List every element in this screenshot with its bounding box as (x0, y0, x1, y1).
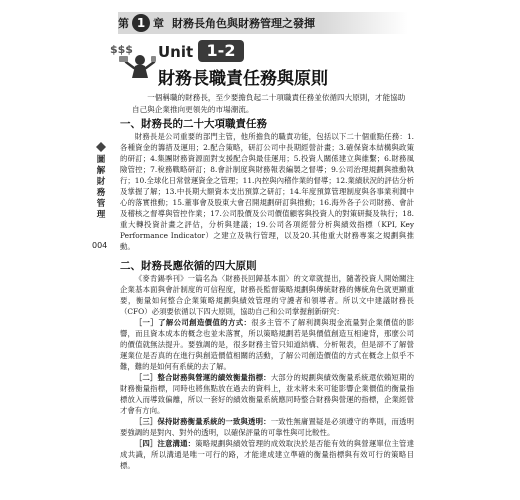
principle-title: ［二］整合財務與營運的績效衡量指標： (134, 373, 271, 382)
section-body: 財務長是公司重要的部門主管，他所擔負的職責功能，包括以下二十個重點任務：1.各種資金的籌措及運用；2.配合策略，研訂公司中長期經營計畫；3.確保資本結構與政策的研訂；4.集團財務資源面對支援配合與最佳運用；5.投資人關係建立與維繫；6.財務風險管控；7.稅務戰略研訂；8.會計制度與財務報表編製之督導；9.公司治理規劃與推動執行；10.全球化日常營運資金之管理；11.內控與內稽作業的督導；12.業績狀況的評估分析及掌握了解；13.中長期大額資本支出預算之研訂；14.年度預算管理制度與各事業利潤中心的落實推動；15.董事會及股東大會召開規劃研訂與推動；16.海外各子公司財務、會計及稽核之督導與管控作業；17.公司股價及公司價值顧客與投資人的對策研擬及執行；18.重大轉投資計畫之評估，分析與建議；19.公司各項經營分析與績效指標（KPI, Key Performance Indicator）之建立及執行管理，以及20.其他重大財務專案之規劃與推動。 (120, 132, 414, 251)
unit-number-badge: 1-2 (198, 40, 244, 62)
chapter-prefix: 第 (118, 17, 129, 30)
principle-item (120, 317, 414, 372)
chapter-title: 財務長角色與財務管理之發揮 (172, 17, 315, 30)
side-tab-char: 財 (96, 177, 106, 187)
section-heading: 一、財務長的二十大項職責任務 (120, 118, 267, 130)
principle-title: ［三］保持財務衡量系統的一致與透明： (134, 417, 271, 426)
section-heading: 二、財務長應依循的四大原則 (120, 260, 257, 272)
principle-text: 大部分的規劃與績效衡量系統還依賴短期的財務衡量指標，同時也將焦點放在過去的資料上，並未將未來可能影響企業價值的衡量指標放入而導致偏離，所以一套好的績效衡量系統應同時整合財務與營運的指標，企業經營才會有方向。 (120, 373, 414, 415)
principle-title: ［一］了解公司創造價值的方式： (134, 318, 252, 327)
money-person-icon (110, 42, 156, 80)
diamond-marker-icon (96, 142, 106, 152)
principle-title: ［四］注意溝通： (134, 439, 196, 448)
svg-text:$$$: $$$ (110, 43, 133, 56)
principle-text: 一致性無庸置疑是必須遵守的準則，而透明要強調的是對內、對外的透明，以確保評量的可靠性與可比較性。 (120, 417, 414, 437)
side-tab-char: 管 (96, 199, 106, 209)
principle-item (120, 438, 414, 471)
side-tab-char: 圖 (96, 155, 106, 165)
principle-item (120, 416, 414, 438)
principle-item (120, 372, 414, 416)
side-tab (94, 142, 108, 221)
intro-paragraph: 一個稱職的財務長，至少要擔負起二十項職責任務並依循四大原則，才能協助自己與企業推向更領先的市場潮流。 (132, 93, 406, 114)
chapter-suffix: 章 (153, 17, 164, 30)
page-number: 004 (92, 241, 108, 250)
side-tab-char: 解 (96, 166, 106, 176)
side-tab-char: 務 (96, 188, 106, 198)
chapter-number: 1 (132, 14, 150, 32)
principle-text: 很多主管不了解利潤與現金流量對企業價值的影響，而且資本成本的概念也並未落實，所以策略規劃若是與價值創造互相違背，那麼公司的價值就無法提升。要強調的是，很多財務主管只知道結構、分析報表，但是卻不了解營運業位是否真的在進行與創造價值相關的活動，了解公司創造價值的方式在概念上似乎不難，難的是如何有系統的去了解。 (120, 318, 414, 371)
chapter-banner (118, 12, 408, 34)
section-body: 《麥肯錫季刊》一篇名為〈財務長回歸基本面〉的文章就提出，隨著投資人開始關注企業基本面與會計制度的可信程度，財務長監督策略規劃與傳統財務的傳統角色就更顯重要，衡量如何整合企業策略規劃與績效管理的守護者和領導者。所以文中建議財務長（CFO）必須要依循以下四大原則，協助自己和公司掌握創新研究： (120, 274, 414, 316)
unit-title: 財務長職責任務與原則 (158, 69, 328, 89)
side-tab-char: 理 (96, 210, 106, 220)
principle-text: 策略規劃與績效管理的成效取決於是否能有效的與營運單位主管達成共識，所以溝通是唯一可行的路，才能達成建立準確的衡量指標與有效可行的策略目標。 (120, 439, 414, 470)
unit-label: Unit (158, 43, 194, 61)
